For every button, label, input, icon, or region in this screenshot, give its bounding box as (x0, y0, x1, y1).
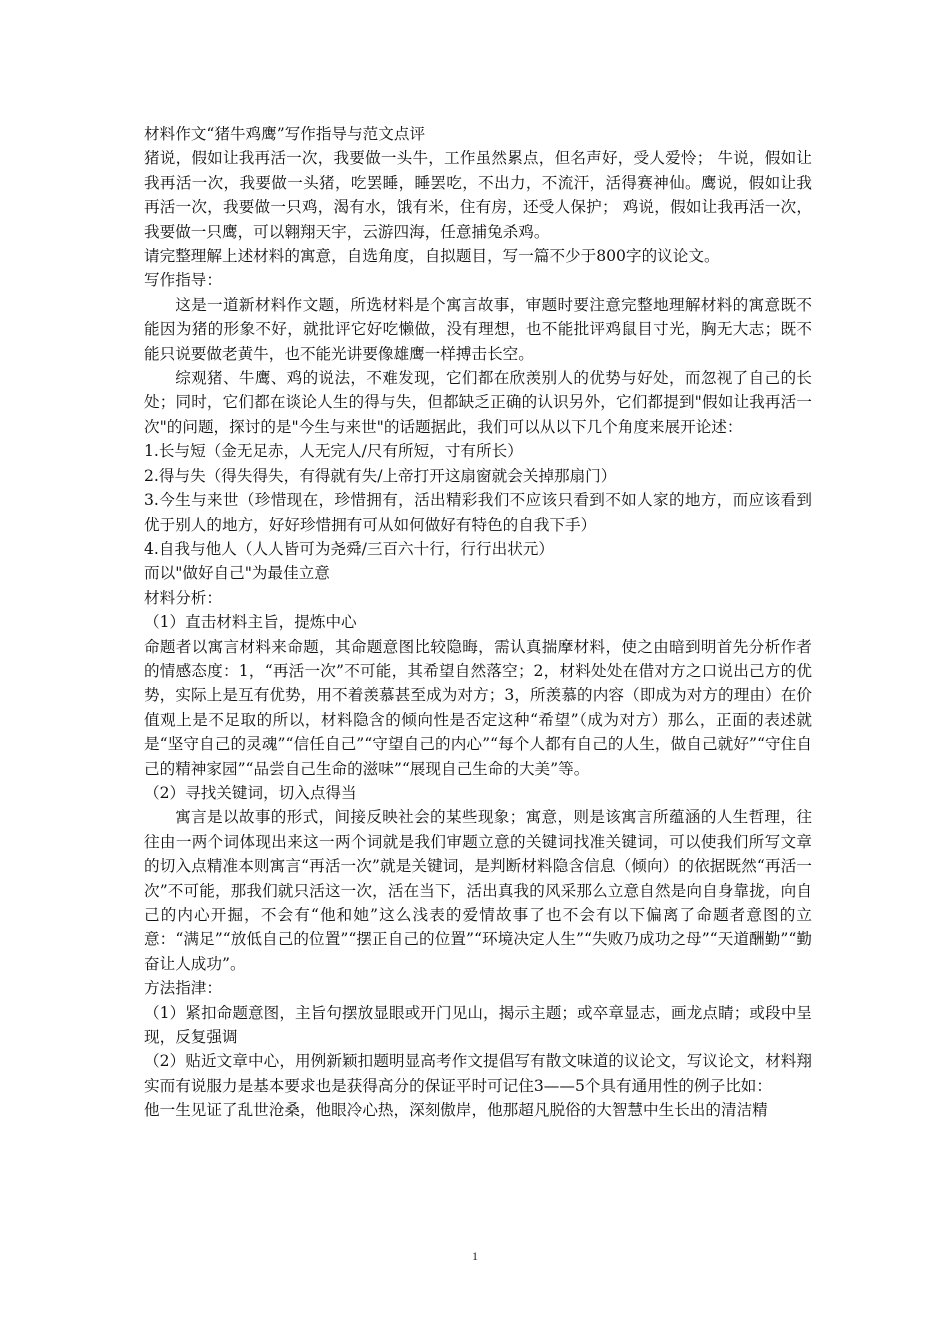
method-heading: 方法指津： (144, 979, 222, 998)
document-title: 材料作文“猪牛鸡鹰”写作指导与范文点评 (144, 125, 426, 143)
angle-item-3: 3.今生与来世（珍惜现在，珍惜拥有，活出精彩我们不应该只看到不如人家的地方，而应该看到优于别人的地方，好好珍惜拥有可从如何做好有特色的自我下手） (144, 491, 812, 534)
material-paragraph: 猪说，假如让我再活一次，我要做一头牛，工作虽然累点，但名声好，受人爱怜； 牛说，假如让我再活一次，我要做一头猪，吃罢睡，睡罢吃，不出力，不流汗，活得赛神仙。鹰说，假如让我再活一次，我要做一只鸡，渴有水，饿有米，住有房，还受人保护； 鸡说，假如让我再活一次，我要做一只鹰，可以翱翔天宇，云游四海，任意捕兔杀鸡。 (144, 149, 812, 241)
method-item-2: （2）贴近文章中心，用例新颖扣题明显高考作文提倡写有散文味道的议论文，写议论文，材料翔实而有说服力是基本要求也是获得高分的保证平时可记住3——5个具有通用性的例子比如： (144, 1052, 812, 1095)
method-item-1: （1）紧扣命题意图，主旨句摆放显眼或开门见山，揭示主题；或卒章显志，画龙点睛；或段中呈现，反复强调 (144, 1003, 812, 1047)
best-angle-line: 而以"做好自己"为最佳立意 (144, 564, 330, 583)
analysis-1-paragraph: 命题者以寓言材料来命题，其命题意图比较隐晦，需认真揣摩材料，使之由暗到明首先分析作者的情感态度：1，“再活一次”不可能，其希望自然落空；2，材料处处在借对方之口说出己方的优势，实际上是互有优势，用不着羡慕甚至成为对方；3，所羡慕的内容（即成为对方的理由）在价值观上是不足取的所以，材料隐含的倾向性是否定这种“希望”（成为对方）那么，正面的表述就是“坚守自己的灵魂”“信任自己”“守望自己的内心”“每个人都有自己的人生，做自己就好”“守住自己的精神家园”“品尝自己生命的滋味”“展现自己生命的大美”等。 (144, 637, 812, 778)
document-body (144, 122, 812, 1123)
angle-item-2: 2.得与失（得失得失，有得就有失/上帝打开这扇窗就会关掉那扇门） (144, 466, 617, 485)
task-paragraph: 请完整理解上述材料的寓意，自选角度，自拟题目，写一篇不少于800字的议论文。 (144, 247, 720, 266)
analysis-2-heading: （2）寻找关键词，切入点得当 (144, 783, 357, 802)
guide-paragraph-1: 这是一道新材料作文题，所选材料是个寓言故事，审题时要注意完整地理解材料的寓意既不能因为猪的形象不好，就批评它好吃懒做，没有理想，也不能批评鸡鼠目寸光，胸无大志；既不能只说要做老黄牛，也不能光讲要像雄鹰一样搏击长空。 (144, 295, 812, 363)
guide-heading: 写作指导： (144, 271, 222, 290)
page-number: 1 (472, 1249, 478, 1263)
analysis-heading: 材料分析： (144, 588, 222, 607)
angle-item-4: 4.自我与他人（人人皆可为尧舜/三百六十行，行行出状元） (144, 539, 554, 558)
analysis-2-paragraph: 寓言是以故事的形式，间接反映社会的某些现象；寓意，则是该寓言所蕴涵的人生哲理，往往由一两个词体现出来这一两个词就是我们审题立意的关键词找准关键词，可以使我们所写文章的切入点精准本则寓言“再活一次”就是关键词，是判断材料隐含信息（倾向）的依据既然“再活一次”不可能，那我们就只活这一次，活在当下，活出真我的风采那么立意自然是向自身靠拢，向自己的内心开掘，不会有“他和她”这么浅表的爱情故事了也不会有以下偏离了命题者意图的立意：“满足”“放低自己的位置”“摆正自己的位置”“环境决定人生”“失败乃成功之母”“天道酬勤”“勤奋让人成功”。 (144, 808, 812, 973)
example-paragraph: 他一生见证了乱世沧桑，他眼冷心热，深刻傲岸，他那超凡脱俗的大智慧中生长出的清洁精 (144, 1101, 768, 1120)
guide-paragraph-2: 综观猪、牛鹰、鸡的说法，不难发现，它们都在欣羡别人的优势与好处，而忽视了自己的长处；同时，它们都在谈论人生的得与失，但都缺乏正确的认识另外，它们都提到"假如让我再活一次"的问题，探讨的是"今生与来世"的话题据此，我们可以从以下几个角度来展开论述： (144, 369, 812, 436)
analysis-1-heading: （1）直击材料主旨，提炼中心 (144, 613, 357, 632)
angle-item-1: 1.长与短（金无足赤，人无完人/尺有所短，寸有所长） (144, 442, 523, 461)
